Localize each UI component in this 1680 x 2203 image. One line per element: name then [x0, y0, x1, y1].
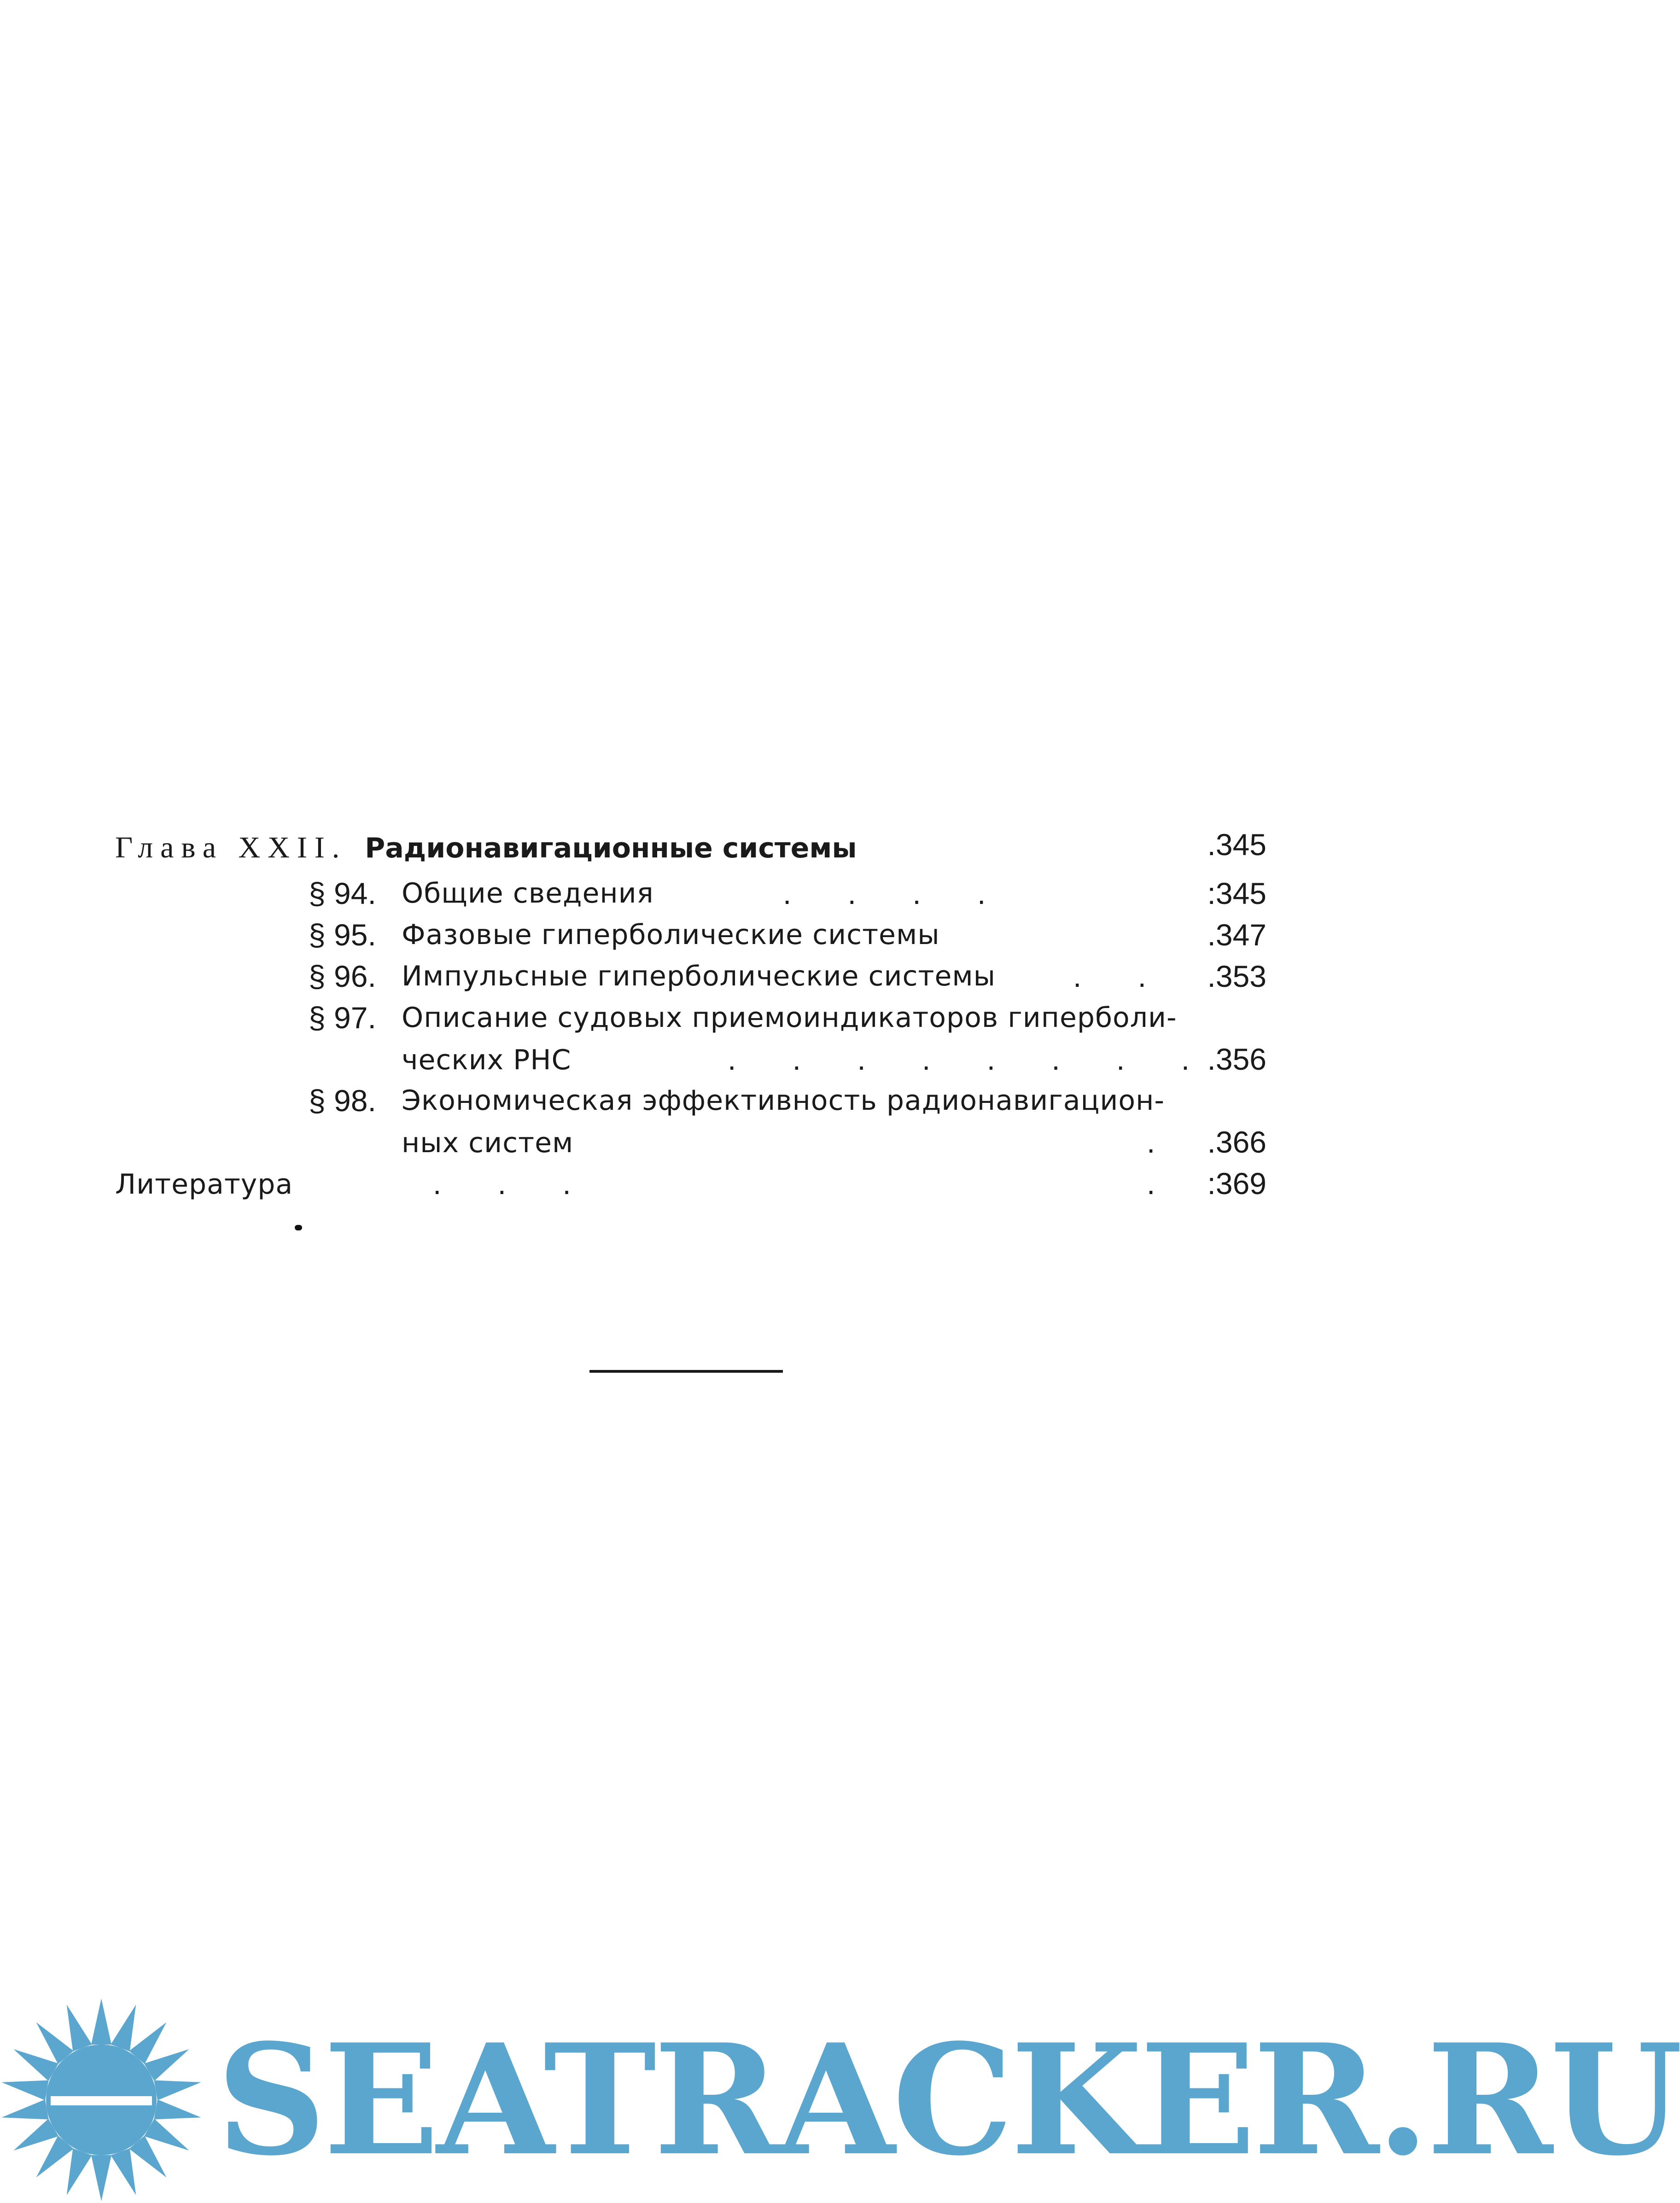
literature-page-number: :369	[1207, 1166, 1266, 1201]
section-title-continuation: ческих РНС	[402, 1044, 572, 1076]
sun-icon	[0, 1999, 203, 2201]
watermark-text: SEATRACKER.RU	[216, 2011, 1680, 2189]
section-page-number: .347	[1207, 918, 1266, 952]
leader-dots: .	[1147, 1125, 1179, 1159]
section-number: § 95.	[309, 918, 376, 952]
section-page-number: .353	[1207, 959, 1266, 993]
toc-entry-97-continuation	[402, 1038, 571, 1081]
section-title: Общие сведения	[402, 877, 654, 909]
stray-mark	[295, 1225, 302, 1230]
leader-dots: .	[1147, 1166, 1179, 1201]
leader-dots: . .	[1073, 959, 1171, 993]
section-page-number: .356	[1207, 1042, 1266, 1076]
literature-title: Литература	[115, 1168, 293, 1201]
leader-dots: . . . . . . . .	[728, 1042, 1214, 1076]
leader-dots: . . . .	[783, 876, 1010, 910]
chapter-title: Радионавигационные системы	[365, 832, 857, 864]
toc-entry-literature	[115, 1163, 293, 1205]
section-number: § 94.	[309, 876, 376, 910]
section-title-continuation: ных систем	[402, 1127, 574, 1159]
leader-dots: . . .	[433, 1166, 595, 1201]
section-title: Экономическая эффективность радионавигацион-	[402, 1084, 1165, 1117]
chapter-page-number: .345	[1207, 828, 1266, 862]
section-number: § 98.	[309, 1084, 376, 1118]
chapter-label: Глава XXII.	[115, 831, 347, 864]
section-title: Описание судовых приемоиндикаторов гиперболи-	[402, 1002, 1177, 1034]
toc-entry-98-continuation	[402, 1121, 573, 1164]
section-title: Импульсные гиперболические системы	[402, 960, 996, 992]
section-page-number: :345	[1207, 876, 1266, 910]
section-divider	[589, 1370, 783, 1373]
chapter-heading	[115, 827, 857, 869]
section-number: § 96.	[309, 959, 376, 993]
section-page-number: .366	[1207, 1125, 1266, 1159]
section-number: § 97.	[309, 1001, 376, 1035]
section-title: Фазовые гиперболические системы	[402, 919, 940, 951]
